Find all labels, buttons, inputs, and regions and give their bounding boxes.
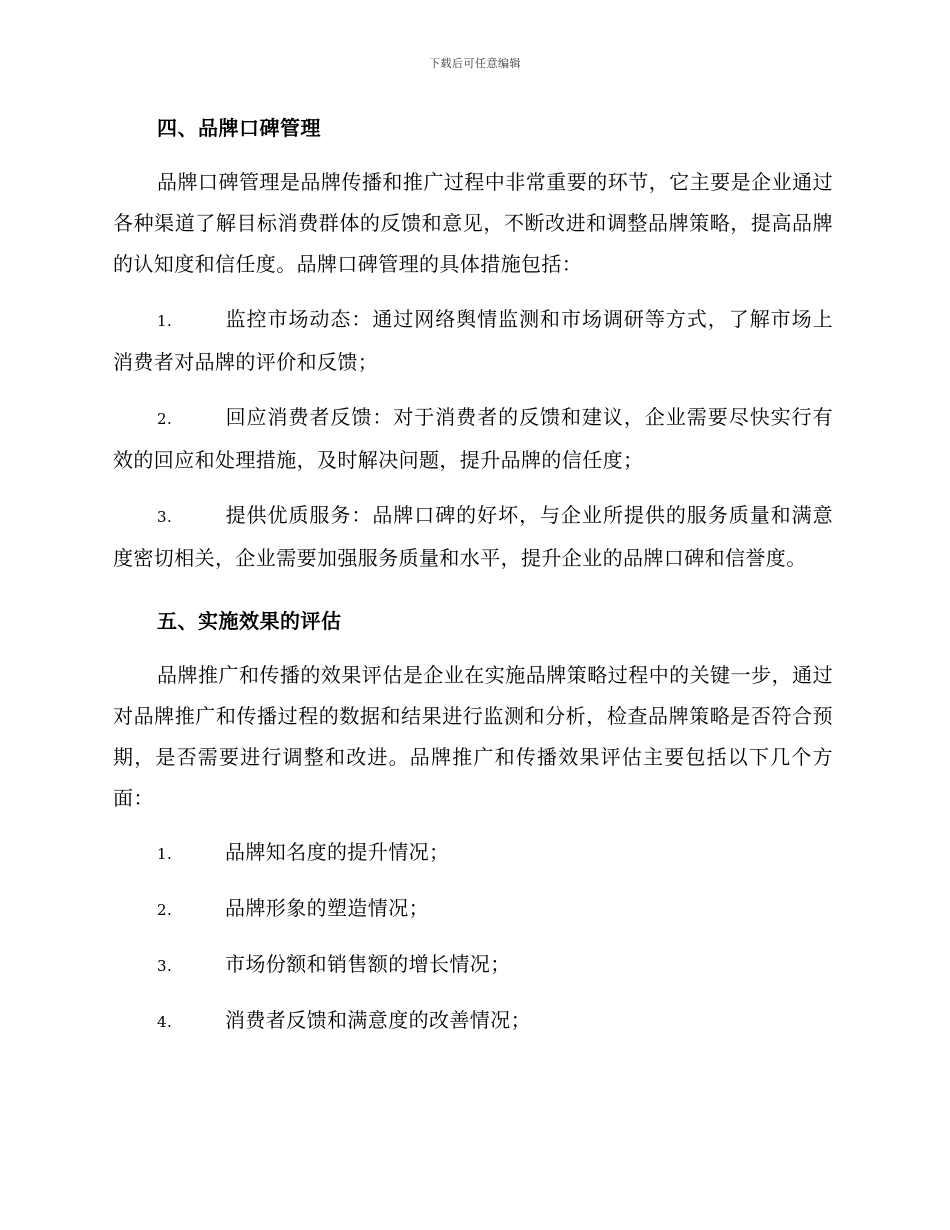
section-intro-paragraph: 品牌推广和传播的效果评估是企业在实施品牌策略过程中的关键一步，通过对品牌推广和传播过程的数据和结果进行监测和分析，检查品牌策略是否符合预期，是否需要进行调整和改进。品牌推广和传播效果评估主要包括以下几个方面： bbox=[113, 663, 833, 810]
list-item-number: 1. bbox=[157, 845, 173, 863]
section-heading-effect-evaluation: 五、实施效果的评估 bbox=[157, 609, 342, 633]
list-item-number: 3. bbox=[157, 957, 173, 975]
list-item-text: 消费者反馈和满意度的改善情况； bbox=[225, 1008, 531, 1032]
list-item bbox=[113, 888, 833, 931]
list-item bbox=[113, 944, 833, 987]
list-item-text: 提供优质服务：品牌口碑的好坏，与企业所提供的服务质量和满意度密切相关，企业需要加强服务质量和水平，提升企业的品牌口碑和信誉度。 bbox=[113, 503, 833, 570]
list-item-number: 4. bbox=[157, 1013, 173, 1031]
list-item-number: 1. bbox=[157, 312, 173, 330]
document-body bbox=[113, 108, 833, 1043]
list-item-number: 2. bbox=[157, 901, 173, 919]
list-item-text: 市场份额和销售额的增长情况； bbox=[225, 952, 511, 976]
list-item bbox=[113, 495, 833, 579]
list-item-number: 3. bbox=[157, 508, 173, 526]
list-item-text: 品牌知名度的提升情况； bbox=[225, 840, 450, 864]
page-header: 下载后可任意编辑 bbox=[429, 57, 521, 70]
section-heading-brand-reputation: 四、品牌口碑管理 bbox=[157, 116, 321, 140]
list-item bbox=[113, 299, 833, 383]
list-item bbox=[113, 832, 833, 875]
list-item bbox=[113, 397, 833, 481]
list-item-number: 2. bbox=[157, 410, 173, 428]
list-item-text: 监控市场动态：通过网络舆情监测和市场调研等方式，了解市场上消费者对品牌的评价和反馈； bbox=[113, 307, 833, 374]
list-item-text: 品牌形象的塑造情况； bbox=[225, 896, 429, 920]
section-intro-paragraph: 品牌口碑管理是品牌传播和推广过程中非常重要的环节，它主要是企业通过各种渠道了解目标消费群体的反馈和意见，不断改进和调整品牌策略，提高品牌的认知度和信任度。品牌口碑管理的具体措施包括： bbox=[113, 170, 833, 276]
list-item bbox=[113, 1000, 833, 1043]
list-item-text: 回应消费者反馈：对于消费者的反馈和建议，企业需要尽快实行有效的回应和处理措施，及时解决问题，提升品牌的信任度； bbox=[113, 405, 833, 472]
